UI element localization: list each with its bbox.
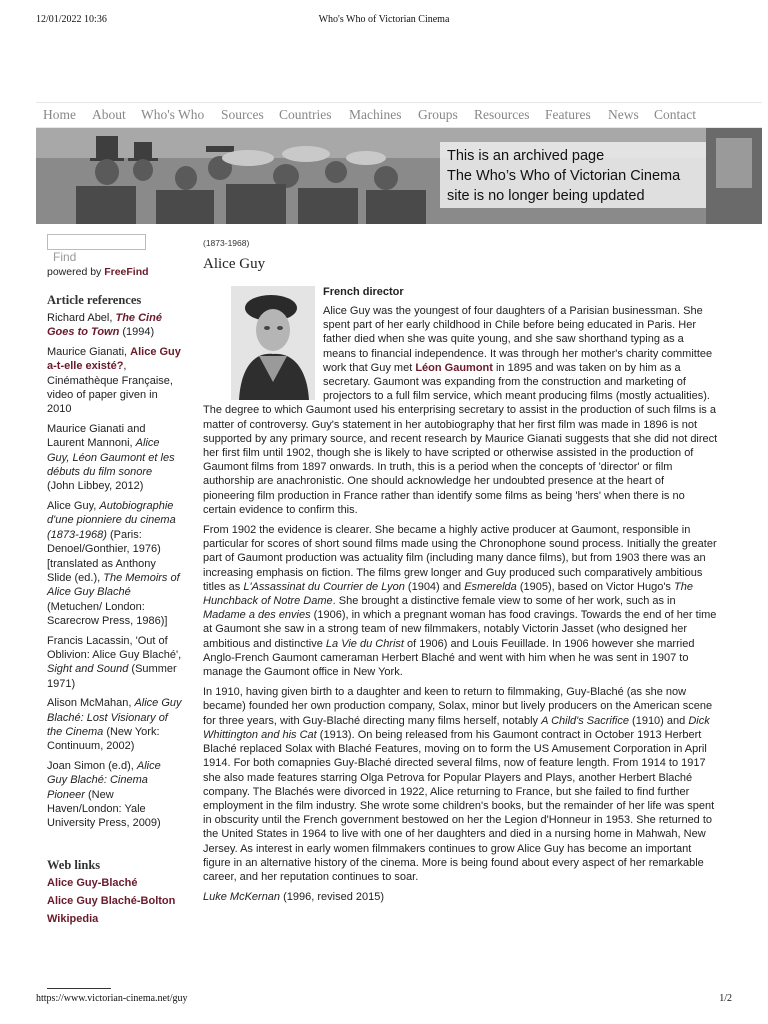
text-run: L'Assassinat du Courrier de Lyon — [243, 580, 405, 593]
text-run: Alison McMahan, — [47, 697, 135, 710]
archive-line-2: The Who’s Who of Victorian Cinema — [447, 168, 681, 184]
archive-notice — [440, 142, 706, 208]
nav-countries[interactable]: Countries — [279, 107, 332, 122]
text-run: Alice Guy, Léon Gaumont et les débuts du film sonore — [47, 437, 175, 479]
nav-whos-who[interactable]: Who's Who — [141, 107, 205, 122]
reference-item — [47, 422, 182, 494]
text-run: (1906), in which a pregnant woman has food cravings. Towards the end of her time at Gaumont she saw in a strong team of new filmmakers, notably Victorin Jasset (who designed her ambitious and distinctive — [203, 609, 717, 650]
text-run: . She brought a distinctive female view to some of her work, such as in — [332, 595, 676, 608]
main-nav — [36, 102, 762, 128]
weblink-wikipedia[interactable]: Wikipedia — [47, 913, 99, 925]
nav-features[interactable]: Features — [545, 107, 591, 122]
text-link[interactable]: Alice Guy a-t-elle existé? — [47, 345, 181, 373]
text-run: From 1902 the evidence is clearer. She became a highly active producer at Gaumont, responsible in particular for scores of short sound films made using the Chronophone sound process. Initially the greater part of Gaumont production was actuality film (including many dance films), but from 1903 there was an increasing emphasis on fiction. The films grew longer and Guy produced such comparatively ambitious titles as — [203, 524, 717, 593]
nav-home[interactable]: Home — [43, 107, 76, 122]
text-run: (1904) and — [404, 580, 465, 593]
find-button[interactable]: Find — [53, 250, 77, 264]
footer-rule — [47, 988, 111, 989]
weblink-alice-guy-blache-bolton[interactable]: Alice Guy Blaché-Bolton — [47, 895, 176, 907]
reference-item — [47, 311, 182, 340]
reference-item — [47, 759, 182, 831]
reference-item — [47, 499, 182, 629]
text-run: Joan Simon (e.d), — [47, 759, 137, 772]
text-run: (Summer 1971) — [47, 663, 177, 690]
text-run: Alice Guy Blaché: Lost Visionary of the Cinema — [47, 697, 182, 738]
print-url: https://www.victorian-cinema.net/guy — [36, 993, 188, 1004]
text-run: Maurice Gianati, — [47, 345, 131, 358]
print-date: 12/01/2022 10:36 — [36, 14, 107, 25]
nav-contact[interactable]: Contact — [654, 107, 696, 122]
text-run: Esmerelda — [464, 580, 517, 593]
archive-line-1: This is an archived page — [447, 148, 605, 164]
reference-item — [47, 345, 182, 417]
photo-float-spacer — [203, 304, 323, 402]
nav-resources[interactable]: Resources — [474, 107, 530, 122]
entry-article — [203, 304, 718, 910]
archive-line-3: site is no longer being updated — [447, 188, 645, 204]
powered-by — [47, 265, 149, 279]
nav-machines[interactable]: Machines — [349, 107, 402, 122]
archive-banner — [36, 128, 762, 224]
text-run: Alice Guy, — [47, 499, 100, 512]
article-paragraph — [203, 523, 718, 679]
text-run: A Child's Sacrifice — [541, 714, 629, 727]
text-run: La Vie du Christ — [325, 637, 404, 650]
text-link[interactable]: The Ciné Goes to Town — [47, 312, 162, 339]
print-title: Who's Who of Victorian Cinema — [318, 14, 450, 25]
text-run: (1910) and — [628, 714, 689, 727]
weblinks-heading: Web links — [47, 858, 101, 872]
text-run: Dick Whittington and his Cat — [203, 714, 710, 741]
web-links — [47, 876, 182, 930]
article-references — [47, 311, 182, 836]
text-run: Sight and Sound — [47, 663, 129, 676]
text-run: Francis Lacassin, 'Out of Oblivion: Alice Guy Blaché', — [47, 634, 182, 661]
print-header — [0, 14, 768, 30]
nav-about[interactable]: About — [92, 107, 126, 122]
refs-heading: Article references — [47, 293, 142, 307]
text-run: Alice Guy Blaché: Cinema Pioneer — [47, 759, 161, 801]
entry-lifespan: (1873-1968) — [203, 238, 250, 248]
reference-item — [47, 696, 182, 754]
nav-sources[interactable]: Sources — [221, 107, 264, 122]
text-run: (1905), based on Victor Hugo's — [516, 580, 674, 593]
text-run: (1913). On being released from his Gaumont contract in October 1913 Herbert Blaché replaced Solax with Blaché Features, moving on to form the US Amusement Corporation in April 1914. For both comapnies Guy-Blaché directed several films, now of feature length. From 1914 to 1917 she also made features starring Olga Petrova for Popular Players and Plays, another Herbert Blaché company. The Blachés were divorced in 1922, Alice returning to France, but she failed to find further employment in the film industry. She wrote some children's books, but the remainder of her life was spent in obscurity until the French government bestowed on her the Legion d'Honneur in 1953. She returned to the United States in 1964 to live with one of her daughters and died in a nursing home in Mahwah, New Jersey. As interest in early women filmmakers continues to grow Alice Guy has become an important figure in an alternative history of the cinema. More is being found about every aspect of her remarkable career, and her reputation continues to soar. — [203, 728, 715, 883]
reference-item — [47, 634, 182, 692]
text-run: (New Haven/London: Yale University Press, 2009) — [47, 788, 161, 830]
text-run: Alice Guy was the youngest of four daughters of a Parisian businessman. She spent part of her early childhood in Chile before being educated in Paris. Her father died when she was quite young, and she saw shorthand typing as a means to financial independence. It was through her mother's charity committee work that Guy met — [323, 305, 713, 374]
search-input[interactable] — [47, 234, 146, 250]
text-run: Richard Abel, — [47, 312, 116, 324]
entry-name: Alice Guy — [203, 256, 266, 272]
text-run: (New York: Continuum, 2002) — [47, 725, 160, 753]
text-run: of 1906) and Louis Feuillade. In 1906 however she married Anglo-French Gaumont cameraman Herbert Blaché and went with him when he was sent in 1907 to manage the Gaumont office in New York. — [203, 637, 695, 679]
text-run: Maurice Gianati and Laurent Mannoni, — [47, 422, 146, 450]
entry-role: French director — [323, 286, 404, 298]
text-run: (John Libbey, 2012) — [47, 480, 144, 493]
text-run: (Paris: Denoel/Gonthier, 1976) [translated as Anthony Slide (ed.), — [47, 528, 161, 584]
text-run: , Cinémathèque Française, video of paper given in 2010 — [47, 360, 173, 416]
text-run: In 1910, having given birth to a daughter and keen to return to filmmaking, Guy-Blaché (as she now became) founded her own production company, Solax, minor but lively producers on the American scene for three years, with Guy-Blaché directing many films herself, notably — [203, 686, 713, 727]
text-run: The Hunchback of Notre Dame — [203, 580, 693, 608]
article-paragraph — [203, 685, 718, 884]
freefind-link[interactable]: FreeFind — [104, 266, 149, 278]
text-run: Madame a des envies — [203, 609, 311, 622]
nav-groups[interactable]: Groups — [418, 107, 458, 122]
text-run: The Memoirs of Alice Guy Blaché — [47, 571, 180, 599]
text-link[interactable]: Léon Gaumont — [415, 361, 493, 374]
text-run: (1994) — [119, 326, 155, 339]
print-footer — [0, 993, 768, 1007]
weblink-alice-guy-blache[interactable]: Alice Guy-Blaché — [47, 877, 138, 889]
text-run: (Metuchen/ London: Scarecrow Press, 1986)] — [47, 600, 168, 628]
author-note: (1996, revised 2015) — [280, 891, 384, 904]
powered-prefix: powered by — [47, 266, 105, 278]
author-name: Luke McKernan — [203, 891, 281, 904]
entry — [203, 238, 718, 904]
nav-news[interactable]: News — [608, 107, 639, 122]
author-credit — [203, 890, 718, 904]
article-paragraph — [203, 304, 718, 517]
print-page-number: 1/2 — [719, 993, 732, 1004]
text-run: Autobiographie d'une pionniere du cinema (1873-1968) — [47, 499, 176, 541]
text-run: in 1895 and was taken on by him as a secretary. Gaumont was expanding from the construction and marketing of projectors to a full film service, which meant producing films (mostly actualities). The degree to which Gaumont used his enterprising secretary to assist in the production of such films is a matter of controversy. Guy's statement in her autobiography that her first film was made in 1896 is not supported by any primary source, and recent research by Maurice Gianati suggests that she did not direct her first film until 1902, though she is likely to have scripted or otherwise assisted in the production of Gaumont films from 1897 onwards. In truth, this is a period when the concepts of 'director' or film authorship are anachronistic. One should acknowledge her undoubted presence at the heart of pioneering film production in France rather than identify some films as being 'hers' when there is no certain evidence to confirm this. — [203, 361, 718, 516]
